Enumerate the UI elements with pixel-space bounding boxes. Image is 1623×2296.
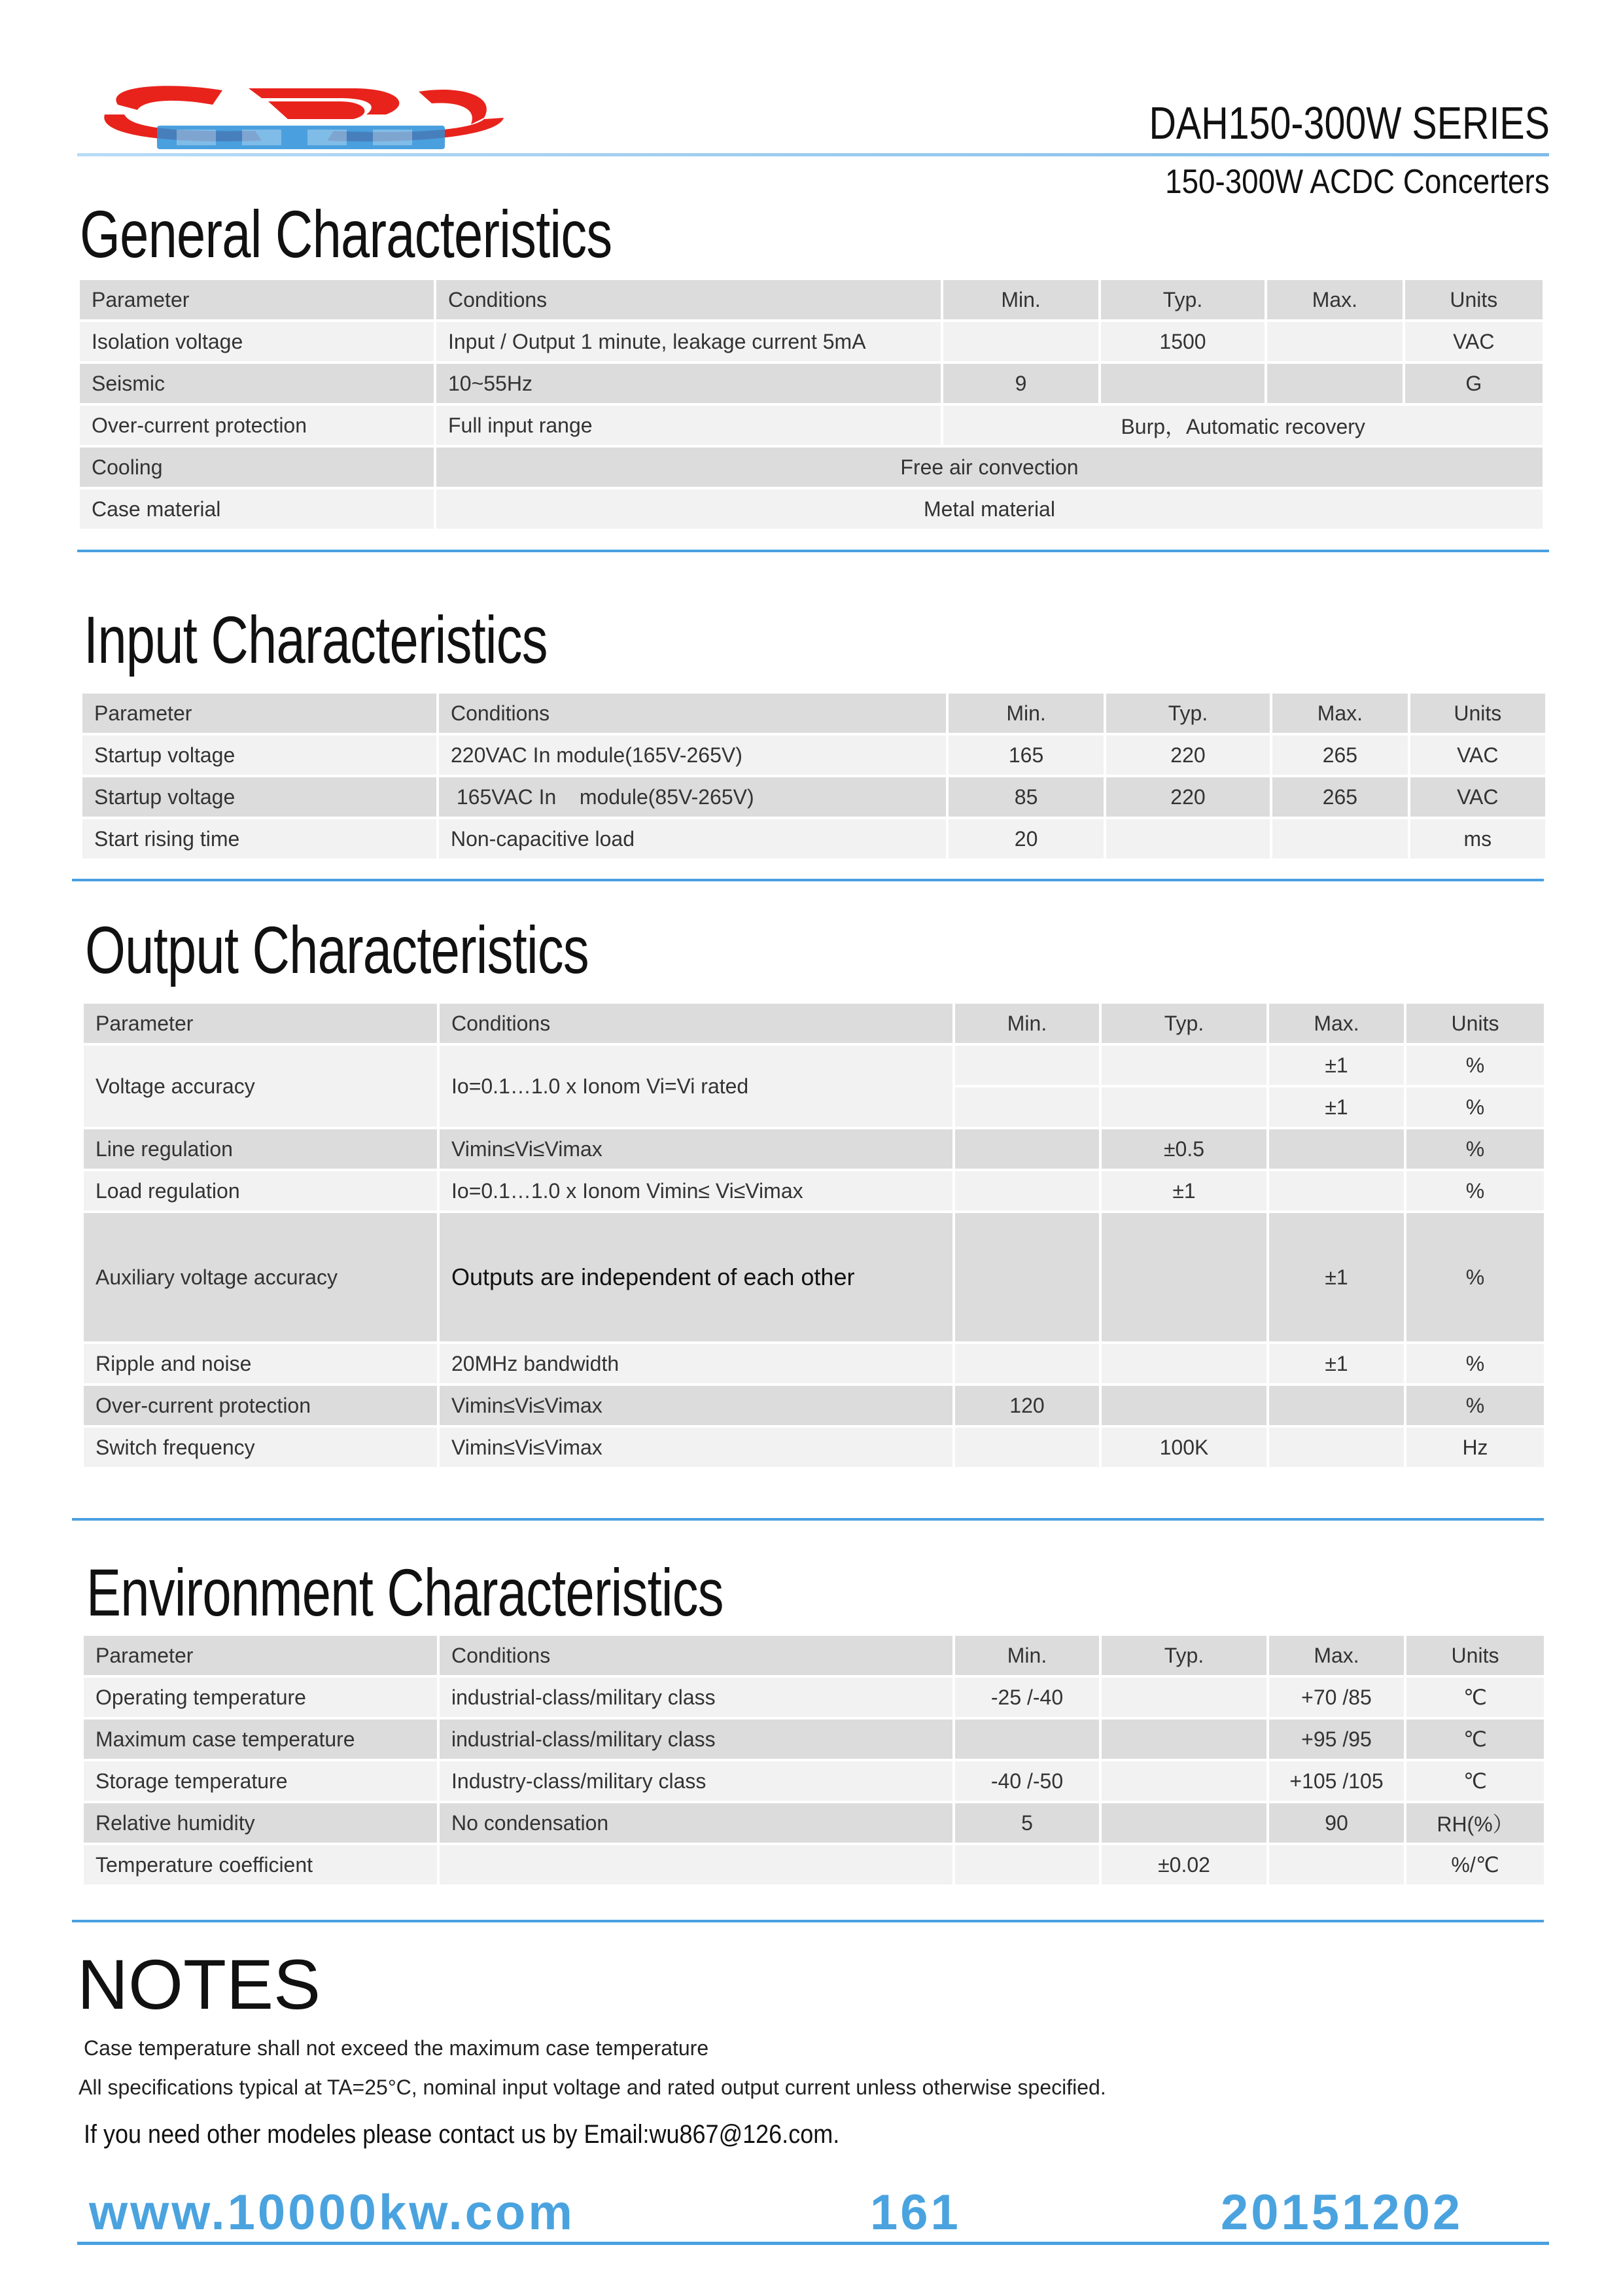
conditions-cell: 165VAC In module(85V-265V) xyxy=(439,777,946,817)
conditions-cell: Io=0.1…1.0 x Ionom Vi=Vi rated xyxy=(440,1046,952,1127)
table-row xyxy=(84,1344,1544,1383)
conditions-cell: Industry-class/military class xyxy=(440,1761,952,1801)
footer-website: www.10000kw.com xyxy=(89,2185,575,2240)
table-row xyxy=(80,448,1543,487)
header-cell: Typ. xyxy=(1102,1004,1266,1043)
section-rule xyxy=(72,879,1544,881)
table-row xyxy=(84,1046,1544,1085)
table-row xyxy=(84,1720,1544,1759)
min-cell xyxy=(955,1428,1099,1467)
table-header-row xyxy=(84,1004,1544,1043)
header-cell: Conditions xyxy=(440,1004,952,1043)
header-cell: Max. xyxy=(1267,280,1402,319)
general-section-title: General Characteristics xyxy=(80,197,612,272)
header-cell: Conditions xyxy=(436,280,941,319)
table-row xyxy=(84,1803,1544,1843)
conditions-cell: Vimin≤Vi≤Vimax xyxy=(440,1428,952,1467)
table-row xyxy=(84,1171,1544,1210)
units-cell: ℃ xyxy=(1406,1678,1544,1717)
min-cell: 9 xyxy=(943,364,1098,403)
max-cell: ±1 xyxy=(1269,1087,1404,1127)
param-cell: Over-current protection xyxy=(84,1386,437,1425)
conditions-cell: 220VAC In module(165V-265V) xyxy=(439,735,946,775)
typ-cell: ±1 xyxy=(1102,1171,1266,1210)
table-row xyxy=(84,1129,1544,1169)
param-cell: Cooling xyxy=(80,448,434,487)
min-cell: 165 xyxy=(949,735,1103,775)
header-cell: Conditions xyxy=(440,1636,952,1675)
table-row xyxy=(80,364,1543,403)
span-cell: Metal material xyxy=(436,489,1543,529)
header-cell: Min. xyxy=(943,280,1098,319)
conditions-cell: Vimin≤Vi≤Vimax xyxy=(440,1386,952,1425)
max-cell: 265 xyxy=(1272,777,1407,817)
units-cell: % xyxy=(1406,1087,1544,1127)
units-cell: RH(%） xyxy=(1406,1803,1544,1843)
param-cell: Maximum case temperature xyxy=(84,1720,437,1759)
conditions-cell: Full input range xyxy=(436,406,941,445)
typ-cell xyxy=(1102,1344,1266,1383)
min-cell: 20 xyxy=(949,819,1103,858)
min-cell xyxy=(955,1046,1099,1085)
max-cell: 265 xyxy=(1272,735,1407,775)
max-cell xyxy=(1269,1386,1404,1425)
max-cell xyxy=(1269,1129,1404,1169)
param-cell: Ripple and noise xyxy=(84,1344,437,1383)
table-row xyxy=(84,1678,1544,1717)
conditions-cell: No condensation xyxy=(440,1803,952,1843)
min-cell: 5 xyxy=(955,1803,1099,1843)
header-cell: Conditions xyxy=(439,694,946,733)
typ-cell: ±0.5 xyxy=(1102,1129,1266,1169)
param-cell: Switch frequency xyxy=(84,1428,437,1467)
param-cell: Line regulation xyxy=(84,1129,437,1169)
max-cell xyxy=(1269,1428,1404,1467)
header-cell: Max. xyxy=(1269,1004,1404,1043)
header-cell: Typ. xyxy=(1102,1636,1266,1675)
table-row xyxy=(84,1386,1544,1425)
min-cell xyxy=(943,322,1098,361)
min-cell xyxy=(955,1720,1099,1759)
footer-date: 20151202 xyxy=(1221,2185,1463,2240)
output-section-title: Output Characteristics xyxy=(85,913,589,987)
param-cell: Case material xyxy=(80,489,434,529)
conditions-cell xyxy=(440,1845,952,1884)
param-cell: Relative humidity xyxy=(84,1803,437,1843)
max-cell: +70 /85 xyxy=(1269,1678,1404,1717)
typ-cell xyxy=(1102,1046,1266,1085)
min-cell xyxy=(955,1845,1099,1884)
series-subtitle: 150-300W ACDC Concerters xyxy=(1165,163,1550,201)
footer-rule xyxy=(77,2242,1549,2245)
section-rule xyxy=(72,1920,1544,1922)
min-cell xyxy=(955,1171,1099,1210)
header-cell: Units xyxy=(1406,1636,1544,1675)
units-cell: G xyxy=(1405,364,1543,403)
max-cell xyxy=(1269,1171,1404,1210)
typ-cell: 220 xyxy=(1106,777,1270,817)
param-cell: Voltage accuracy xyxy=(84,1046,437,1127)
typ-cell xyxy=(1102,1087,1266,1127)
max-cell: +105 /105 xyxy=(1269,1761,1404,1801)
units-cell: % xyxy=(1406,1171,1544,1210)
header-cell: Max. xyxy=(1272,694,1407,733)
param-cell: Startup voltage xyxy=(82,735,436,775)
conditions-cell: Vimin≤Vi≤Vimax xyxy=(440,1129,952,1169)
units-cell: VAC xyxy=(1410,777,1545,817)
param-cell: Storage temperature xyxy=(84,1761,437,1801)
footer-page-number: 161 xyxy=(870,2185,961,2240)
typ-cell xyxy=(1102,1803,1266,1843)
units-cell: VAC xyxy=(1410,735,1545,775)
span-cell: Burp，Automatic recovery xyxy=(943,406,1543,445)
max-cell xyxy=(1269,1845,1404,1884)
conditions-cell: Outputs are independent of each other xyxy=(440,1213,952,1341)
units-cell: % xyxy=(1406,1386,1544,1425)
header-cell: Units xyxy=(1406,1004,1544,1043)
header-cell: Min. xyxy=(955,1636,1099,1675)
table-row xyxy=(80,322,1543,361)
min-cell xyxy=(955,1344,1099,1383)
header-cell: Parameter xyxy=(84,1004,437,1043)
min-cell xyxy=(955,1129,1099,1169)
typ-cell xyxy=(1102,1761,1266,1801)
header-cell: Min. xyxy=(949,694,1103,733)
units-cell: VAC xyxy=(1405,322,1543,361)
param-cell: Operating temperature xyxy=(84,1678,437,1717)
min-cell: -40 /-50 xyxy=(955,1761,1099,1801)
param-cell: Start rising time xyxy=(82,819,436,858)
table-row xyxy=(84,1845,1544,1884)
header-cell: Parameter xyxy=(82,694,436,733)
contact-line: If you need other modeles please contact us by Email:wu867@126.com. xyxy=(84,2120,840,2149)
input-section-title: Input Characteristics xyxy=(84,603,548,677)
typ-cell xyxy=(1106,819,1270,858)
max-cell: 90 xyxy=(1269,1803,1404,1843)
max-cell: ±1 xyxy=(1269,1046,1404,1085)
max-cell: +95 /95 xyxy=(1269,1720,1404,1759)
typ-cell xyxy=(1101,364,1265,403)
max-cell xyxy=(1267,364,1402,403)
environment-section-title: Environment Characteristics xyxy=(86,1555,724,1630)
conditions-cell: 20MHz bandwidth xyxy=(440,1344,952,1383)
section-rule xyxy=(72,1518,1544,1521)
typ-cell xyxy=(1102,1386,1266,1425)
units-cell: % xyxy=(1406,1344,1544,1383)
typ-cell: ±0.02 xyxy=(1102,1845,1266,1884)
typ-cell xyxy=(1102,1213,1266,1341)
header-cell: Min. xyxy=(955,1004,1099,1043)
min-cell xyxy=(955,1213,1099,1341)
min-cell xyxy=(955,1087,1099,1127)
output-table xyxy=(81,1001,1546,1470)
units-cell: ms xyxy=(1410,819,1545,858)
conditions-cell: 10~55Hz xyxy=(436,364,941,403)
units-cell: %/℃ xyxy=(1406,1845,1544,1884)
typ-cell xyxy=(1102,1678,1266,1717)
note-line: All specifications typical at TA=25°C, nominal input voltage and rated output current unless otherwise specified. xyxy=(79,2075,1106,2099)
param-cell: Load regulation xyxy=(84,1171,437,1210)
units-cell: ℃ xyxy=(1406,1720,1544,1759)
min-cell: 85 xyxy=(949,777,1103,817)
typ-cell xyxy=(1102,1720,1266,1759)
param-cell: Startup voltage xyxy=(82,777,436,817)
param-cell: Seismic xyxy=(80,364,434,403)
units-cell: % xyxy=(1406,1213,1544,1341)
param-cell: Isolation voltage xyxy=(80,322,434,361)
min-cell: 120 xyxy=(955,1386,1099,1425)
note-line: Case temperature shall not exceed the maximum case temperature xyxy=(84,2036,709,2060)
units-cell: % xyxy=(1406,1129,1544,1169)
units-cell: ℃ xyxy=(1406,1761,1544,1801)
typ-cell: 100K xyxy=(1102,1428,1266,1467)
table-row xyxy=(84,1213,1544,1341)
general-table xyxy=(77,277,1545,531)
min-cell: -25 /-40 xyxy=(955,1678,1099,1717)
table-row xyxy=(82,735,1545,775)
typ-cell: 1500 xyxy=(1101,322,1265,361)
table-row xyxy=(82,777,1545,817)
input-table xyxy=(80,691,1548,861)
table-header-row xyxy=(80,280,1543,319)
units-cell: Hz xyxy=(1406,1428,1544,1467)
units-cell: % xyxy=(1406,1046,1544,1085)
table-row xyxy=(84,1761,1544,1801)
span-cell: Free air convection xyxy=(436,448,1543,487)
company-logo xyxy=(92,79,510,154)
table-row xyxy=(84,1428,1544,1467)
notes-title: NOTES xyxy=(77,1945,321,2024)
param-cell: Temperature coefficient xyxy=(84,1845,437,1884)
param-cell: Over-current protection xyxy=(80,406,434,445)
conditions-cell: industrial-class/military class xyxy=(440,1720,952,1759)
header-cell: Units xyxy=(1405,280,1543,319)
environment-table xyxy=(81,1633,1546,1887)
section-rule xyxy=(77,550,1549,552)
header-cell: Units xyxy=(1410,694,1545,733)
table-row xyxy=(80,406,1543,445)
param-cell: Auxiliary voltage accuracy xyxy=(84,1213,437,1341)
typ-cell: 220 xyxy=(1106,735,1270,775)
conditions-cell: Non-capacitive load xyxy=(439,819,946,858)
header-cell: Typ. xyxy=(1101,280,1265,319)
header-cell: Max. xyxy=(1269,1636,1404,1675)
table-row xyxy=(82,819,1545,858)
header-cell: Parameter xyxy=(84,1636,437,1675)
conditions-cell: Input / Output 1 minute, leakage current 5mA xyxy=(436,322,941,361)
table-header-row xyxy=(84,1636,1544,1675)
series-title: DAH150-300W SERIES xyxy=(1149,97,1550,149)
header-cell: Typ. xyxy=(1106,694,1270,733)
conditions-cell: Io=0.1…1.0 x Ionom Vimin≤ Vi≤Vimax xyxy=(440,1171,952,1210)
table-header-row xyxy=(82,694,1545,733)
max-cell xyxy=(1272,819,1407,858)
max-cell xyxy=(1267,322,1402,361)
max-cell: ±1 xyxy=(1269,1213,1404,1341)
table-row xyxy=(80,489,1543,529)
max-cell: ±1 xyxy=(1269,1344,1404,1383)
header-rule xyxy=(77,153,1549,156)
conditions-cell: industrial-class/military class xyxy=(440,1678,952,1717)
header-cell: Parameter xyxy=(80,280,434,319)
